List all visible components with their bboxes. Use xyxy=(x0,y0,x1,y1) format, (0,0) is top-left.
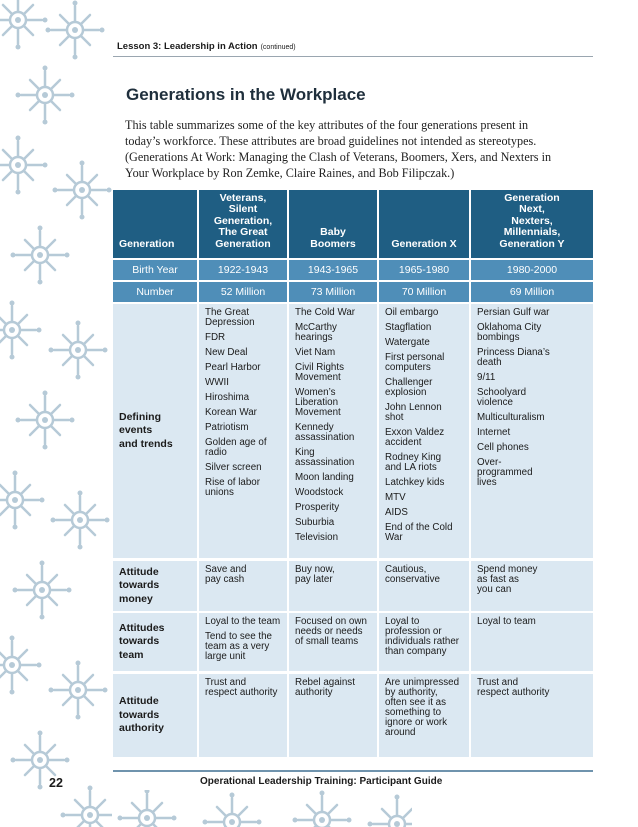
event-item: Latchkey kids xyxy=(385,477,445,488)
row-label-text: Attitudes towards team xyxy=(119,621,165,661)
event-item: Moon landing xyxy=(295,472,354,483)
column-header-text: Veterans, Silent Generation, The Great Generation xyxy=(213,191,273,250)
event-item: Prosperity xyxy=(295,502,340,513)
money-text: Save and pay cash xyxy=(205,564,247,585)
event-item: Patriotism xyxy=(205,422,249,433)
event-item: Internet xyxy=(477,427,511,438)
team-cell xyxy=(379,613,469,671)
row-label-text: Attitude towards authority xyxy=(119,695,164,735)
birth-year-value: 1965-1980 xyxy=(379,260,469,280)
number-label: Number xyxy=(113,282,197,302)
event-item: Oil embargo xyxy=(385,307,439,318)
event-item: Schoolyard violence xyxy=(477,387,527,408)
event-item: John Lennon shot xyxy=(385,402,442,423)
header-rule xyxy=(113,56,593,57)
events-cell xyxy=(199,304,287,558)
events-cell xyxy=(289,304,377,558)
event-item: New Deal xyxy=(205,347,248,358)
event-item: Over- programmed lives xyxy=(477,457,533,488)
continued-label: (continued) xyxy=(260,44,296,51)
event-item: Woodstock xyxy=(295,487,344,498)
birth-year-value: 1922-1943 xyxy=(199,260,287,280)
event-item: Kennedy assassination xyxy=(295,422,355,443)
event-item: Golden age of radio xyxy=(205,437,267,458)
authority-cell xyxy=(289,674,377,757)
birth-year-value: 1943-1965 xyxy=(289,260,377,280)
decorative-border xyxy=(0,0,112,827)
money-cell xyxy=(199,561,287,611)
event-item: Exxon Valdez accident xyxy=(385,427,445,448)
team-item: Loyal to the team xyxy=(205,616,281,627)
team-item: Tend to see the team as a very large unit xyxy=(205,631,272,662)
event-item: Civil Rights Movement xyxy=(295,362,344,383)
event-item: Princess Diana’s death xyxy=(477,347,550,368)
event-item: Multiculturalism xyxy=(477,412,545,423)
event-item: WWII xyxy=(205,377,229,388)
team-cell xyxy=(289,613,377,671)
team-item: Loyal to profession or individuals rather than company xyxy=(385,616,460,657)
event-item: Korean War xyxy=(205,407,257,418)
column-header-text: Generation Next, Nexters, Millennials, Generation Y xyxy=(499,191,565,250)
money-cell xyxy=(471,561,593,611)
birth-year-value: 1980-2000 xyxy=(471,260,593,280)
event-item: Viet Nam xyxy=(295,347,336,358)
authority-cell xyxy=(471,674,593,757)
page-title: Generations in the Workplace xyxy=(126,85,366,104)
lesson-header xyxy=(117,41,296,52)
money-cell xyxy=(289,561,377,611)
event-item: Stagflation xyxy=(385,322,432,333)
authority-text: Rebel against authority xyxy=(295,677,355,698)
event-item: End of the Cold War xyxy=(385,522,453,543)
event-item: Women’s Liberation Movement xyxy=(295,387,341,418)
event-item: FDR xyxy=(205,332,226,343)
event-item: First personal computers xyxy=(385,352,445,373)
event-item: Cell phones xyxy=(477,442,529,453)
column-header xyxy=(199,190,287,258)
event-item: The Great Depression xyxy=(205,307,255,328)
team-cell xyxy=(471,613,593,671)
event-item: McCarthy hearings xyxy=(295,322,337,343)
column-header xyxy=(289,190,377,258)
authority-text: Trust and respect authority xyxy=(477,677,550,698)
events-cell xyxy=(471,304,593,558)
team-item: Loyal to team xyxy=(477,616,536,627)
event-item: MTV xyxy=(385,492,406,503)
authority-cell xyxy=(199,674,287,757)
page-number: 22 xyxy=(49,776,63,790)
row-label xyxy=(113,304,197,558)
event-item: Challenger explosion xyxy=(385,377,433,398)
event-item: Hiroshima xyxy=(205,392,250,403)
number-value: 73 Million xyxy=(289,282,377,302)
event-item: Suburbia xyxy=(295,517,335,528)
generations-table xyxy=(113,190,593,757)
column-header-text: Baby Boomers xyxy=(310,226,356,250)
event-item: Pearl Harbor xyxy=(205,362,261,373)
authority-text: Are unimpressed by authority, often see it as something to ignore or work around xyxy=(385,677,460,738)
event-item: Rodney King and LA riots xyxy=(385,452,442,473)
money-text: Cautious, conservative xyxy=(385,564,440,585)
column-header xyxy=(113,190,197,258)
event-item: 9/11 xyxy=(477,372,496,383)
row-label xyxy=(113,674,197,757)
column-header xyxy=(379,190,469,258)
team-cell xyxy=(199,613,287,671)
row-label-text: Attitude towards money xyxy=(119,565,160,605)
column-header xyxy=(471,190,593,258)
column-header-text: Generation xyxy=(119,237,175,250)
row-label-text: Defining events and trends xyxy=(119,410,173,450)
number-value: 70 Million xyxy=(379,282,469,302)
event-item: Television xyxy=(295,532,339,543)
number-value: 52 Million xyxy=(199,282,287,302)
event-item: The Cold War xyxy=(295,307,356,318)
intro-paragraph: This table summarizes some of the key attributes of the four generations present in today’s workforce. These attributes are broad guidelines not intended as stereotypes. (Generations At Work: Managing the Clash of Veterans, Boomers, Xers, and Nexters in Your Workplace by Ron Zemke, Claire Raines, and Bob Filipczak.) xyxy=(125,118,552,180)
team-item: Focused on own needs or needs of small teams xyxy=(295,616,367,647)
event-item: King assassination xyxy=(295,447,355,468)
money-text: Spend money as fast as you can xyxy=(477,564,538,595)
decorative-footer-border xyxy=(112,790,412,827)
authority-cell xyxy=(379,674,469,757)
lesson-title: Lesson 3: Leadership in Action xyxy=(117,41,258,52)
money-text: Buy now, pay later xyxy=(295,564,335,585)
authority-text: Trust and respect authority xyxy=(205,677,278,698)
event-item: Oklahoma City bombings xyxy=(477,322,542,343)
events-cell xyxy=(379,304,469,558)
event-item: Silver screen xyxy=(205,462,262,473)
event-item: Persian Gulf war xyxy=(477,307,550,318)
footer-rule xyxy=(113,770,593,772)
event-item: Watergate xyxy=(385,337,430,348)
footer-title: Operational Leadership Training: Participant Guide xyxy=(200,776,443,787)
column-header-text: Generation X xyxy=(391,237,457,250)
number-value: 69 Million xyxy=(471,282,593,302)
event-item: Rise of labor unions xyxy=(205,477,260,498)
row-label xyxy=(113,561,197,611)
row-label xyxy=(113,613,197,671)
money-cell xyxy=(379,561,469,611)
birth-year-label: Birth Year xyxy=(113,260,197,280)
event-item: AIDS xyxy=(385,507,408,518)
